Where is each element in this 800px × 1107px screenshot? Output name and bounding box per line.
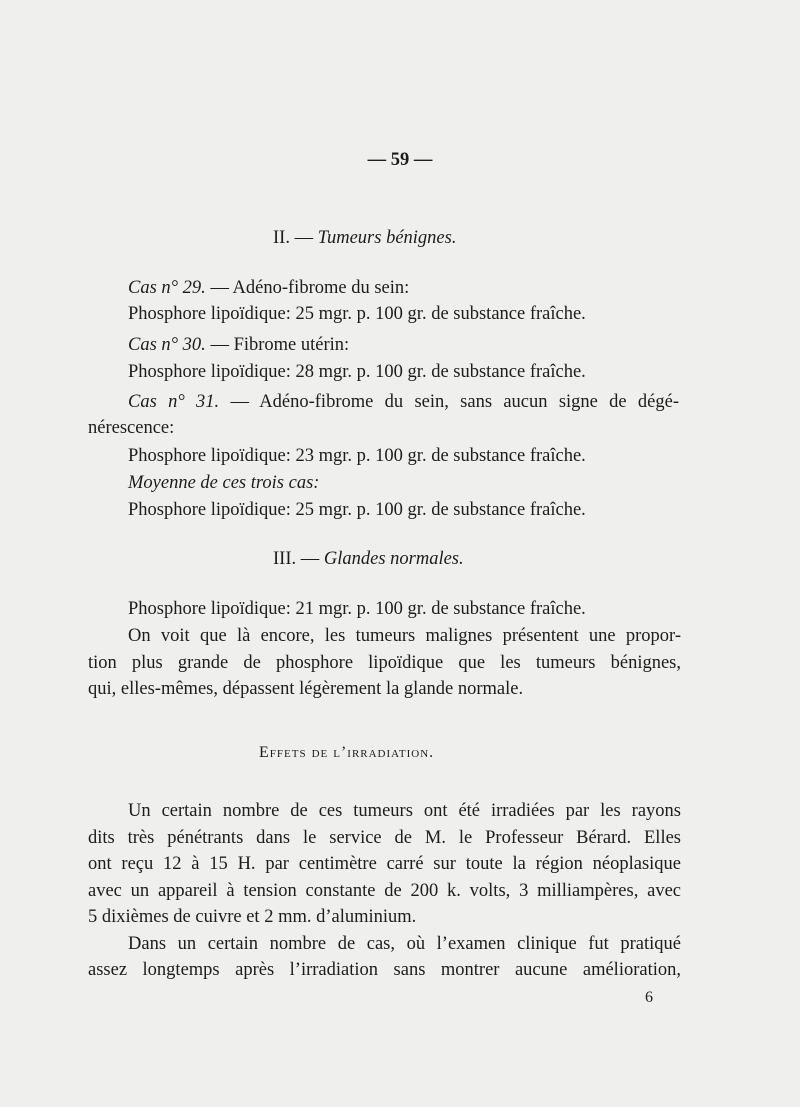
average-label-text: Moyenne de ces trois cas: [128, 473, 320, 493]
section-numeral: II. [273, 228, 290, 248]
page-number: — 59 — [367, 150, 433, 170]
paragraph-line: 5 dixièmes de cuivre et 2 mm. d’aluminium. [88, 907, 417, 927]
paragraph-line: tion plus grande de phosphore lipoïdique que les tumeurs bénignes, [88, 653, 681, 673]
case-31-value: Phosphore lipoïdique: 23 mgr. p. 100 gr. de substance fraîche. [128, 446, 586, 466]
case-29-header [128, 276, 409, 300]
case-label: Cas n° 31. [128, 392, 220, 412]
case-description: — Fibrome utérin: [210, 335, 350, 355]
paragraph-line: avec un appareil à tension constante de 200 k. volts, 3 milliampères, avec [88, 881, 681, 901]
paragraph-line: dits très pénétrants dans le service de M. le Professeur Bérard. Elles [88, 828, 681, 848]
case-30-value: Phosphore lipoïdique: 28 mgr. p. 100 gr. de substance fraîche. [128, 362, 586, 382]
section-dash: — [300, 549, 320, 569]
paragraph-line: Dans un certain nombre de cas, où l’examen clinique fut pratiqué [128, 934, 681, 954]
section-dash: — [294, 228, 314, 248]
normal-value: Phosphore lipoïdique: 21 mgr. p. 100 gr. de substance fraîche. [128, 599, 586, 619]
paragraph-line: ont reçu 12 à 15 H. par centimètre carré sur toute la région néoplasique [88, 854, 681, 874]
average-value: Phosphore lipoïdique: 25 mgr. p. 100 gr. de substance fraîche. [128, 500, 586, 520]
effects-heading: Effets de l’irradiation. [259, 744, 435, 761]
paragraph-line: On voit que là encore, les tumeurs malignes présentent une propor- [128, 626, 681, 646]
case-29-value: Phosphore lipoïdique: 25 mgr. p. 100 gr. de substance fraîche. [128, 304, 586, 324]
average-label [128, 471, 319, 495]
case-label: Cas n° 29. [128, 278, 206, 298]
section-numeral: III. [273, 549, 297, 569]
case-30-header [128, 333, 349, 357]
section-title: Glandes normales. [323, 549, 464, 569]
signature-mark: 6 [645, 989, 653, 1006]
section-title: Tumeurs bénignes. [317, 228, 457, 248]
paragraph-line: assez longtemps après l’irradiation sans montrer aucune amélioration, [88, 960, 681, 980]
case-31-header [128, 390, 679, 414]
case-description: — Adéno-fibrome du sein, sans aucun signe de dégé- [230, 392, 680, 412]
paragraph-line: qui, elles-mêmes, dépassent légèrement la glande normale. [88, 679, 524, 699]
case-31-header-cont: nérescence: [88, 418, 175, 438]
paragraph-line: Un certain nombre de ces tumeurs ont été irradiées par les rayons [128, 801, 681, 821]
case-description: — Adéno-fibrome du sein: [210, 278, 410, 298]
section-heading-normal [273, 547, 464, 571]
section-heading-benign [273, 226, 456, 250]
case-label: Cas n° 30. [128, 335, 206, 355]
